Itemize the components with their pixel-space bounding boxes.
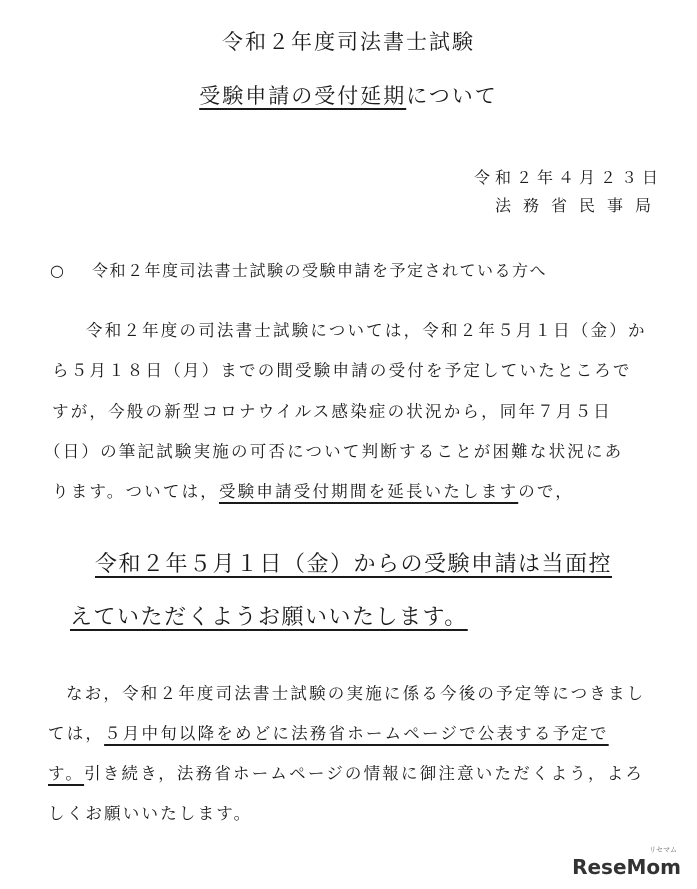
para2-line2-pre: ては， bbox=[48, 724, 105, 743]
circle-bullet: ○ bbox=[50, 261, 66, 280]
para2-line3-underlined: す。 bbox=[48, 764, 85, 783]
section-heading bbox=[50, 258, 547, 281]
para1-line5-pre: ります。ついては， bbox=[52, 482, 219, 501]
para1-line1: 令和２年度の司法書士試験については，令和２年５月１日（金）か bbox=[86, 321, 647, 340]
resemom-logo bbox=[572, 846, 681, 879]
para1-line3: すが，今般の新型コロナウイルス感染症の状況から，同年７月５日 bbox=[52, 402, 613, 421]
para1-line2: ら５月１８日（月）までの間受験申請の受付を予定していたところで bbox=[52, 361, 632, 380]
section-heading-text: 令和２年度司法書士試験の受験申請を予定されている方へ bbox=[92, 261, 548, 280]
para1-line5 bbox=[52, 478, 574, 502]
issuing-office: 法務省民事局 bbox=[494, 196, 663, 215]
para2-line3-post: 引き続き，法務省ホームページの情報に御注意いただくよう，よろ bbox=[84, 764, 645, 783]
subtitle-rest: について bbox=[406, 84, 498, 108]
document-title: 令和２年度司法書士試験 bbox=[222, 30, 475, 54]
logo-text: ReseMom bbox=[572, 855, 681, 879]
subtitle-underlined: 受験申請の受付延期 bbox=[199, 84, 407, 108]
para2-line3 bbox=[48, 760, 644, 784]
para1-line5-post: ので， bbox=[518, 482, 574, 501]
para1-line5-underlined: 受験申請受付期間を延長いたします bbox=[218, 482, 519, 501]
document-subtitle bbox=[0, 80, 697, 110]
para1-line4: （日）の筆記試験実施の可否について判断することが困難な状況にあ bbox=[44, 442, 624, 461]
para2-line2 bbox=[48, 720, 609, 744]
para2-line4: しくお願いいたします。 bbox=[48, 804, 253, 823]
notice-line1: 令和２年５月１日（金）からの受験申請は当面控 bbox=[95, 552, 613, 577]
para2-line1: なお，令和２年度司法書士試験の実施に係る今後の予定等につきまし bbox=[66, 684, 646, 703]
issue-date: 令和２年４月２３日 bbox=[473, 168, 663, 187]
notice-line2: えていただくようお願いいたします。 bbox=[70, 605, 468, 630]
logo-small-text: リセマム bbox=[649, 846, 677, 854]
para2-line2-underlined: ５月中旬以降をめどに法務省ホームページで公表する予定で bbox=[104, 724, 609, 743]
